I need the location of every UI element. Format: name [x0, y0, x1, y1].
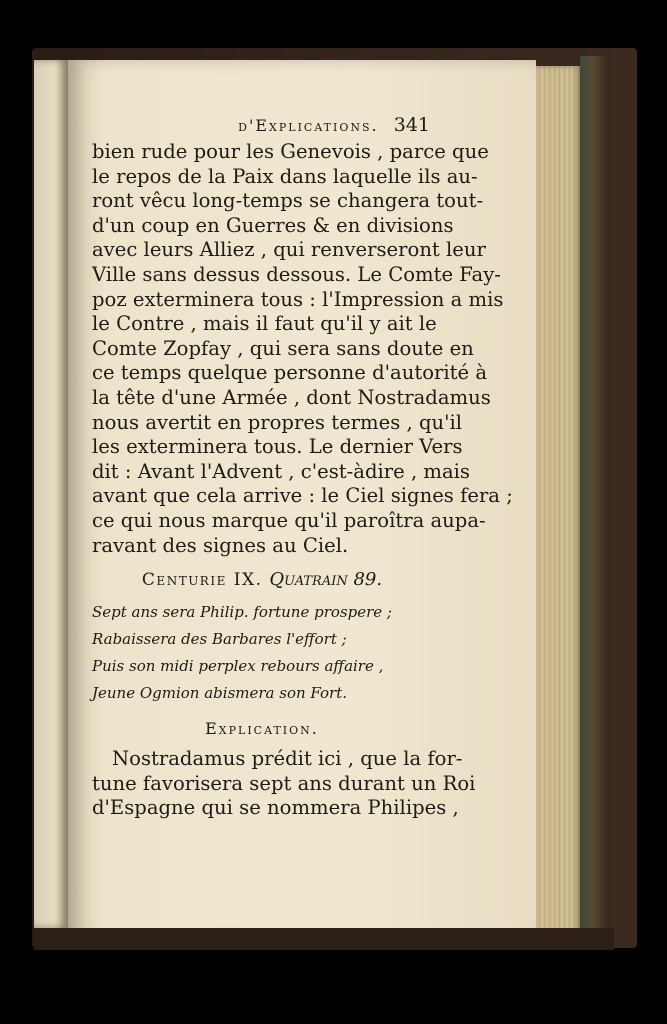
text-line: Nostradamus prédit ici , que la for- [112, 747, 463, 771]
text-line: avec leurs Alliez , qui renverseront leur [92, 238, 486, 262]
centurie-label: Centurie IX. [141, 570, 263, 591]
text-line: avant que cela arrive : le Ciel signes fera ; [92, 484, 513, 508]
running-head-title: d'Explications. [238, 116, 379, 135]
text-line: ce temps quelque personne d'autorité à [92, 361, 488, 385]
left-page-leaf [34, 60, 68, 928]
running-head [130, 114, 430, 136]
text-line: tune favorisera sept ans durant un Roi [92, 771, 476, 795]
explication-heading: Explication. [205, 718, 319, 738]
text-line: bien rude pour les Genevois , parce que [92, 140, 489, 163]
text-line: nous avertit en propres termes , qu'il [92, 410, 463, 434]
text-line: le Contre , mais il faut qu'il y ait le [92, 312, 437, 336]
text-line: Comte Zopfay , qui sera sans doute en [92, 336, 474, 360]
text-line: Ville sans dessus dessous. Le Comte Fay- [92, 262, 501, 286]
paragraph-1 [92, 140, 513, 558]
page-text [92, 140, 513, 821]
page-edges [536, 66, 580, 942]
quatrain-label: Quatrain 89. [269, 569, 383, 591]
text-line: d'Espagne qui se nommera Philipes , [92, 796, 459, 820]
text-line: d'un coup en Guerres & en divisions [92, 213, 454, 237]
text-line: ront vêcu long-temps se changera tout- [92, 189, 484, 213]
quatrain-verse [92, 599, 432, 707]
cover-edge [580, 56, 610, 948]
text-line: ce qui nous marque qu'il paroîtra aupa- [92, 508, 486, 532]
verse-line: Rabaissera des Barbares l'effort ; [92, 629, 347, 648]
bottom-binding [34, 928, 614, 950]
text-line: ravant des signes au Ciel. [92, 533, 349, 557]
text-line: le repos de la Paix dans laquelle ils au- [92, 164, 478, 188]
text-line: la tête d'une Armée , dont Nostradamus [92, 385, 491, 409]
verse-line: Jeune Ogmion abismera son Fort. [92, 683, 347, 702]
verse-line: Sept ans sera Philip. fortune prospere ; [92, 602, 392, 621]
text-line: poz exterminera tous : l'Impression a mis [92, 287, 504, 311]
text-line: les exterminera tous. Le dernier Vers [92, 435, 463, 459]
section-heading [92, 568, 432, 593]
text-line: dit : Avant l'Advent , c'est-àdire , mais [92, 459, 470, 483]
verse-line: Puis son midi perplex rebours affaire , [92, 656, 384, 675]
page-number: 341 [393, 114, 430, 136]
paragraph-2 [92, 747, 476, 821]
